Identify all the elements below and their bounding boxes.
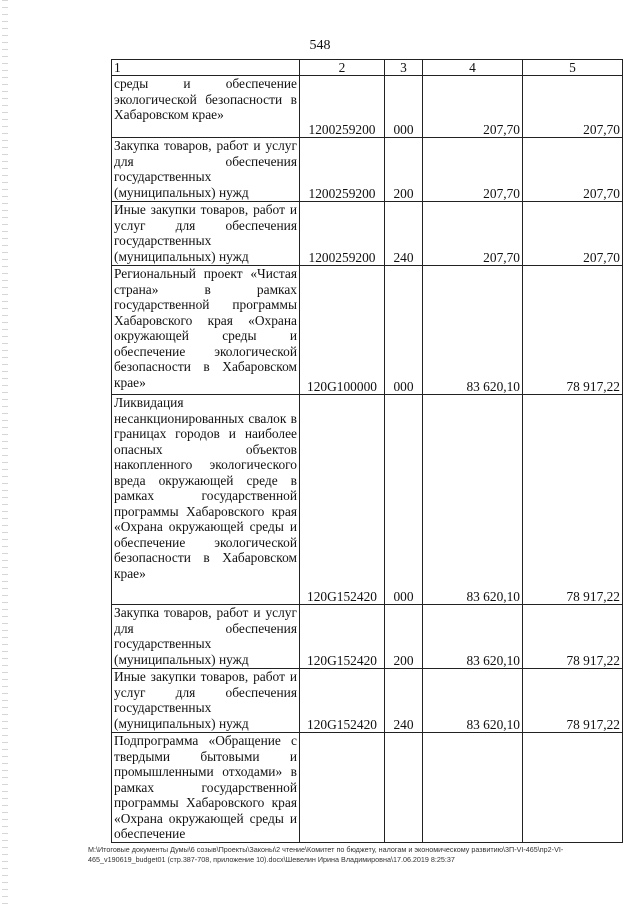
row-type: 200: [385, 605, 423, 669]
row-type: 240: [385, 202, 423, 266]
table-row: [112, 138, 623, 202]
document-path-footer: М:\Итоговые документы Думы\6 созыв\Проекты\Законы\2 чтение\Комитет по бюджету, налогам и экономическому развитию\3П-VI-465\пр2-VI-465_v190619_budget01 (стр.387-708, приложение 10).docx\Шевелин Ирина Владимировна\17.06.2019 8:25:37: [88, 845, 564, 864]
header-col-5: 5: [523, 60, 623, 76]
table-header-row: [112, 60, 623, 76]
row-name: Ликвидация несанкционированных свалок в границах городов и наиболее опасных объектов накопленного экологического вреда окружающей среде в рамках государственной программы Хабаровского края «Охрана окружающей среды и обеспечение экологической безопасности в Хабаровском крае»: [112, 395, 300, 605]
row-code: [300, 733, 385, 843]
row-value-2: 78 917,22: [523, 605, 623, 669]
row-name: Региональный проект «Чистая страна» в рамках государственной программы Хабаровского края «Охрана окружающей среды и обеспечение экологической безопасности в Хабаровском крае»: [112, 266, 300, 395]
row-type: 000: [385, 266, 423, 395]
page-number: 548: [309, 38, 331, 53]
row-name: Иные закупки товаров, работ и услуг для обеспечения государственных (муниципальных) нужд: [112, 202, 300, 266]
table-row: [112, 202, 623, 266]
row-type: 000: [385, 76, 423, 138]
table-row: [112, 76, 623, 138]
row-name: Подпрограмма «Обращение с твердыми бытовыми и промышленными отходами» в рамках государственной программы Хабаровского края «Охрана окружающей среды и обеспечение: [112, 733, 300, 843]
row-name: Иные закупки товаров, работ и услуг для обеспечения государственных (муниципальных) нужд: [112, 669, 300, 733]
scan-edge-marks: [2, 0, 8, 905]
header-col-2: 2: [300, 60, 385, 76]
row-code: 120G152420: [300, 395, 385, 605]
row-name: Закупка товаров, работ и услуг для обеспечения государственных (муниципальных) нужд: [112, 605, 300, 669]
row-code: 120G152420: [300, 669, 385, 733]
row-value-2: 207,70: [523, 76, 623, 138]
table-row: [112, 395, 623, 605]
row-code: 120G152420: [300, 605, 385, 669]
row-type: 200: [385, 138, 423, 202]
table-row: [112, 669, 623, 733]
row-value-1: 83 620,10: [423, 395, 523, 605]
row-value-1: 207,70: [423, 76, 523, 138]
row-value-1: 83 620,10: [423, 669, 523, 733]
row-value-2: 207,70: [523, 138, 623, 202]
row-name: среды и обеспечение экологической безопасности в Хабаровском крае»: [112, 76, 300, 138]
table-row: [112, 733, 623, 843]
header-col-3: 3: [385, 60, 423, 76]
table-row: [112, 605, 623, 669]
row-value-1: 207,70: [423, 138, 523, 202]
budget-table: [111, 59, 623, 843]
row-value-2: 78 917,22: [523, 266, 623, 395]
row-type: 000: [385, 395, 423, 605]
row-value-2: 78 917,22: [523, 395, 623, 605]
row-value-1: 207,70: [423, 202, 523, 266]
row-code: 120G100000: [300, 266, 385, 395]
row-value-2: 207,70: [523, 202, 623, 266]
table-row: [112, 266, 623, 395]
row-value-1: 83 620,10: [423, 605, 523, 669]
header-col-4: 4: [423, 60, 523, 76]
row-value-1: [423, 733, 523, 843]
row-name: Закупка товаров, работ и услуг для обеспечения государственных (муниципальных) нужд: [112, 138, 300, 202]
row-code: 1200259200: [300, 202, 385, 266]
row-code: 1200259200: [300, 76, 385, 138]
row-value-2: 78 917,22: [523, 669, 623, 733]
row-type: [385, 733, 423, 843]
row-type: 240: [385, 669, 423, 733]
row-code: 1200259200: [300, 138, 385, 202]
header-col-1: 1: [112, 60, 300, 76]
row-value-2: [523, 733, 623, 843]
row-value-1: 83 620,10: [423, 266, 523, 395]
